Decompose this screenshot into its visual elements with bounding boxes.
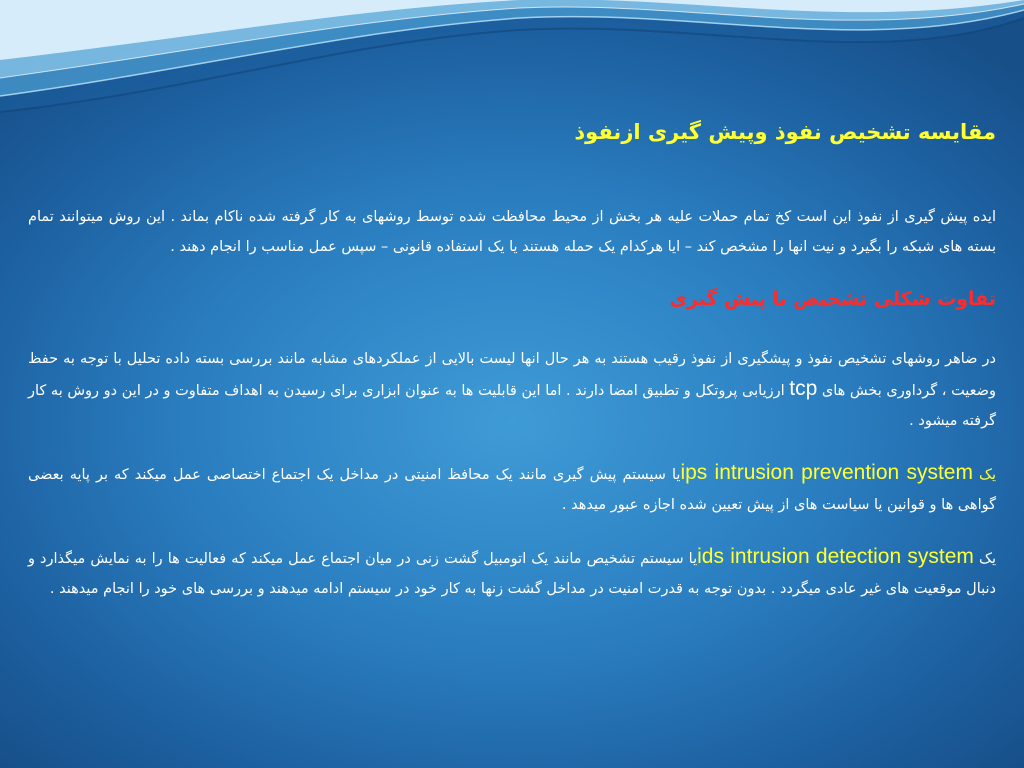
paragraph-ids <box>28 542 996 604</box>
paragraph-comparison-part1: در ضاهر روشهای تشخیص نفوذ و پیشگیری از نفوذ رقیب هستند به هر حال انها لیست بالایی از عملکردهای مشابه مانند بررسی بسته داده تحلیل با توجه به حفظ وضعیت ، گرداوری بخش های <box>28 351 996 399</box>
spacer <box>28 520 996 542</box>
section-subtitle: تفاوت شکلی تشخیص با پیش گیری <box>669 288 996 310</box>
ips-term: ips intrusion prevention system <box>680 461 973 484</box>
spacer <box>28 314 996 344</box>
ips-label: یک <box>978 467 996 483</box>
ids-label: یک <box>979 551 997 567</box>
paragraph-comparison-part2: ارزیابی پروتکل و تطبیق امضا دارند . اما این قابلیت ها به عنوان ابزاری برای رسیدن به اهداف متفاوت و در این دو روش به کار گرفته میشود . <box>28 383 996 429</box>
paragraph-prevention-idea: ایده پیش گیری از نفوذ این است کخ تمام حملات علیه هر بخش از محیط محافظت شده توسط روشهای به کار گرفته شده ناکام بماند . این روش میتوانند تمام بسته های شبکه را بگیرد و نیت انها را مشخص کند – ایا هرکدام یک حمله هستند یا یک استفاده قانونی – سپس عمل مناسب را انجام دهند . <box>28 209 996 255</box>
tcp-term: tcp <box>789 377 818 400</box>
ids-term: ids intrusion detection system <box>697 545 974 568</box>
spacer <box>28 436 996 458</box>
ids-description: یا سیستم تشخیص مانند یک اتومبیل گشت زنی در میان اجتماع عمل میکند که فعالیت ها را به نمایش میگذارد و دنبال موقعیت های غیر عادی میگردد . بدون توجه به قدرت امنیت در مداخل گشت زنها به کار خود در سیستم ادامه میدهند و بررسی های خود را انجام میدهند . <box>28 551 996 597</box>
paragraph-comparison <box>28 344 996 436</box>
paragraph-ips <box>28 458 996 520</box>
spacer <box>28 152 996 202</box>
spacer <box>28 262 996 284</box>
slide-content <box>28 112 996 604</box>
ips-description: یا سیستم پیش گیری مانند یک محافظ امنیتی در مداخل یک اجتماع اختصاصی عمل میکند که بر پایه بعضی گواهی ها و قوانین یا سیاست های از پیش تعیین شده اجازه عبور میدهد . <box>28 467 996 513</box>
slide-title: مقایسه تشخیص نفوذ وپیش گیری ازنفوذ <box>574 120 996 144</box>
